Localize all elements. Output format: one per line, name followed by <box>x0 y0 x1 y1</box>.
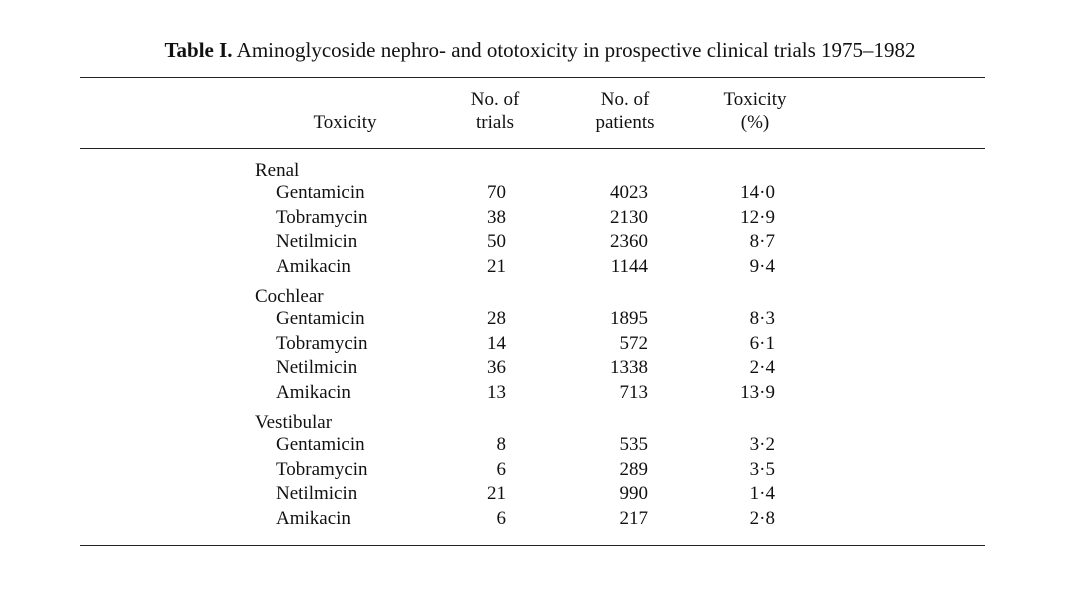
trials-cell: 36 <box>487 357 506 378</box>
drug-name-cell: Gentamicin <box>276 308 365 329</box>
header-patients <box>570 88 680 134</box>
table-row <box>0 206 1080 230</box>
drug-name-cell: Gentamicin <box>276 182 365 203</box>
toxicity-cell: 3·2 <box>749 434 775 455</box>
toxicity-cell: 2·4 <box>749 357 775 378</box>
trials-cell: 21 <box>487 255 506 277</box>
patients-cell: 2360 <box>610 231 648 252</box>
drug-name-cell: Gentamicin <box>276 434 365 455</box>
drug-name-cell: Tobramycin <box>276 332 368 354</box>
trials-cell: 6 <box>496 507 506 529</box>
table-row <box>0 458 1080 482</box>
drug-name-cell: Tobramycin <box>276 206 368 228</box>
drug-name-cell: Netilmicin <box>276 231 358 252</box>
toxicity-cell: 6·1 <box>749 332 775 354</box>
toxicity-cell: 2·8 <box>749 507 775 529</box>
table-row <box>0 381 1080 405</box>
toxicity-cell: 1·4 <box>749 483 775 504</box>
header-trials <box>440 88 550 134</box>
header-pct-line2: (%) <box>740 112 770 133</box>
header-rule <box>80 148 985 149</box>
patients-cell: 990 <box>619 483 648 504</box>
trials-cell: 28 <box>487 308 506 329</box>
drug-name-cell: Amikacin <box>276 381 351 403</box>
toxicity-cell: 12·9 <box>740 206 775 228</box>
header-trials-line2: trials <box>476 112 514 133</box>
table-row <box>0 255 1080 279</box>
patients-cell: 217 <box>619 507 648 529</box>
toxicity-cell: 13·9 <box>740 381 775 403</box>
table-label: Table I. <box>164 38 233 62</box>
header-patients-line2: patients <box>595 112 655 133</box>
toxicity-cell: 3·5 <box>749 458 775 480</box>
top-rule <box>80 77 985 78</box>
trials-cell: 50 <box>487 231 506 252</box>
table-caption <box>0 38 1080 62</box>
table-title: Aminoglycoside nephro- and ototoxicity in prospective clinical trials 1975–1982 <box>236 38 916 62</box>
patients-cell: 1338 <box>610 357 648 378</box>
trials-cell: 21 <box>487 483 506 504</box>
header-patients-line1: No. of <box>600 89 650 110</box>
trials-cell: 70 <box>487 182 506 203</box>
group-heading: Renal <box>255 160 300 181</box>
header-trials-line1: No. of <box>470 89 520 110</box>
table-row <box>0 507 1080 531</box>
group-heading: Cochlear <box>255 286 324 307</box>
patients-cell: 535 <box>619 434 648 455</box>
trials-cell: 6 <box>496 458 506 480</box>
patients-cell: 1144 <box>610 255 648 277</box>
drug-name-cell: Tobramycin <box>276 458 368 480</box>
toxicity-cell: 9·4 <box>749 255 775 277</box>
drug-name-cell: Amikacin <box>276 255 351 277</box>
toxicity-cell: 14·0 <box>740 182 775 203</box>
header-pct <box>700 88 810 134</box>
header-toxicity <box>280 111 410 134</box>
table-row <box>0 433 1080 457</box>
table-row <box>0 482 1080 506</box>
drug-name-cell: Netilmicin <box>276 483 358 504</box>
patients-cell: 289 <box>619 458 648 480</box>
patients-cell: 2130 <box>610 206 648 228</box>
drug-name-cell: Netilmicin <box>276 357 358 378</box>
patients-cell: 1895 <box>610 308 648 329</box>
trials-cell: 8 <box>496 434 506 455</box>
drug-name-cell: Amikacin <box>276 507 351 529</box>
bottom-rule <box>80 545 985 546</box>
patients-cell: 4023 <box>610 182 648 203</box>
header-pct-line1: Toxicity <box>723 89 787 110</box>
group-heading: Vestibular <box>255 412 333 433</box>
table-row <box>0 307 1080 331</box>
table-row <box>0 356 1080 380</box>
header-toxicity-label: Toxicity <box>313 112 377 133</box>
toxicity-cell: 8·7 <box>749 231 775 252</box>
toxicity-cell: 8·3 <box>749 308 775 329</box>
trials-cell: 14 <box>487 332 506 354</box>
table-row <box>0 332 1080 356</box>
trials-cell: 13 <box>487 381 506 403</box>
trials-cell: 38 <box>487 206 506 228</box>
patients-cell: 713 <box>619 381 648 403</box>
table-row <box>0 181 1080 205</box>
table-row <box>0 230 1080 254</box>
patients-cell: 572 <box>619 332 648 354</box>
